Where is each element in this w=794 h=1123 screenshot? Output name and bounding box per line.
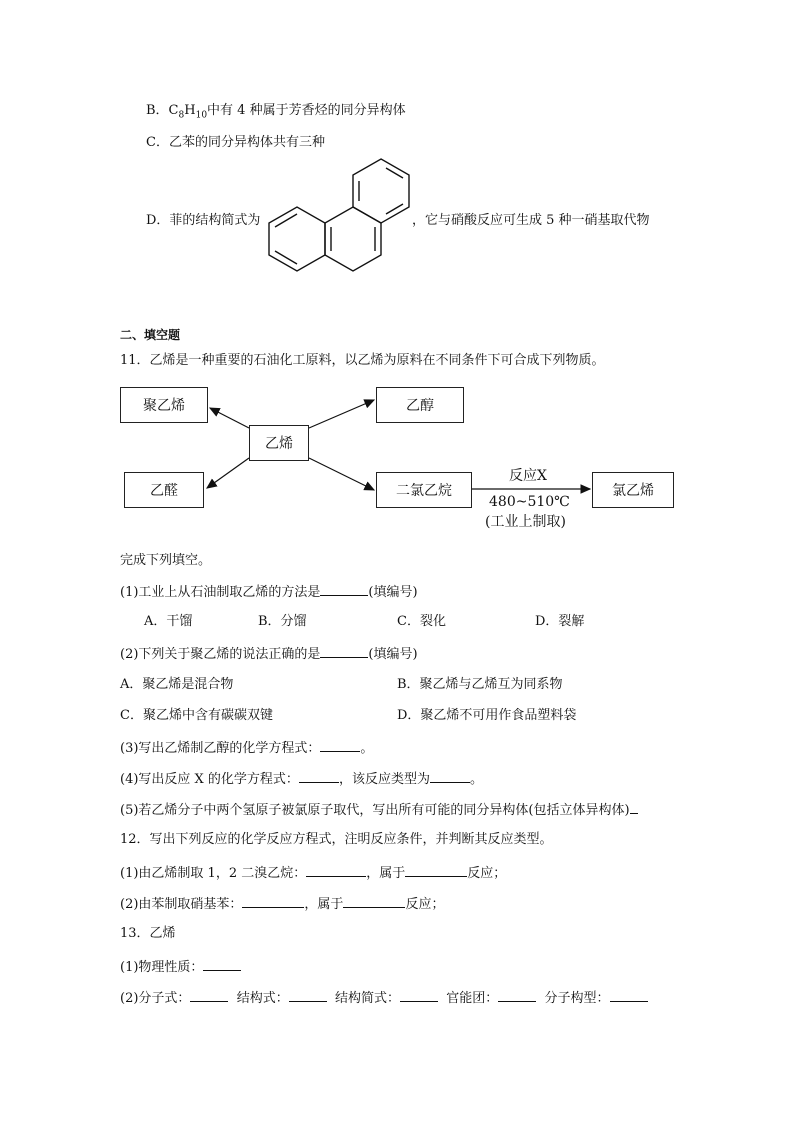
q13-stem: 13．乙烯 xyxy=(120,926,176,941)
q11-p2-opt-b: B．聚乙烯与乙烯互为同系物 xyxy=(397,677,563,692)
q11-stem: 11．乙烯是一种重要的石油化工原料，以乙烯为原料在不同条件下可合成下列物质。 xyxy=(120,353,605,368)
answer-blank[interactable] xyxy=(289,989,327,1002)
q11-part1-suffix: (填编号) xyxy=(368,585,418,600)
q11-part4-mid: ，该反应类型为 xyxy=(338,772,430,787)
arrow-to-ethanol xyxy=(309,400,374,428)
arrow-label-temperature: 480~510℃ xyxy=(489,494,570,510)
answer-blank[interactable] xyxy=(320,583,368,596)
q12-part1 xyxy=(120,864,506,882)
phenanthrene-ring-middle xyxy=(325,207,381,271)
box-acetaldehyde: 乙醛 xyxy=(124,472,204,508)
box-vinyl-chloride: 氯乙烯 xyxy=(592,472,674,508)
answer-blank[interactable] xyxy=(320,645,368,658)
option-b-prefix: B．C xyxy=(146,103,179,118)
arrow-to-polyethylene xyxy=(210,408,249,428)
q11-p2-opt-c: C．聚乙烯中含有碳碳双键 xyxy=(120,708,273,723)
option-d-prefix: D．菲的结构简式为 xyxy=(146,213,261,228)
box-polyethylene: 聚乙烯 xyxy=(120,387,208,423)
q13-molecular-formula-label: (2)分子式： xyxy=(120,991,191,1006)
box-dichloroethane: 二氯乙烷 xyxy=(376,472,472,508)
box-ethylene: 乙烯 xyxy=(249,425,309,461)
industrial-note: (工业上制取) xyxy=(485,514,566,530)
option-c: C．乙苯的同分异构体共有三种 xyxy=(146,135,325,150)
q12-part1-mid: ，属于 xyxy=(366,866,406,881)
q11-p2-opt-d: D．聚乙烯不可用作食品塑料袋 xyxy=(397,708,577,723)
q13-part1 xyxy=(120,958,241,976)
q11-part3-text: (3)写出乙烯制乙醇的化学方程式： xyxy=(120,741,321,756)
q13-molecular-shape-label: 分子构型： xyxy=(544,991,610,1006)
answer-blank[interactable] xyxy=(190,989,228,1002)
q11-part4-text: (4)写出反应 X 的化学方程式： xyxy=(120,772,299,787)
q11-part3-suffix: 。 xyxy=(360,741,374,756)
answer-blank[interactable] xyxy=(430,770,470,783)
q11-part4 xyxy=(120,770,483,788)
q11-part2 xyxy=(120,645,418,663)
answer-blank[interactable] xyxy=(498,989,536,1002)
q11-part5-text: (5)若乙烯分子中两个氢原子被氯原子取代，写出所有可能的同分异构体(包括立体异构体) xyxy=(120,803,630,818)
q11-p1-opt-b: B．分馏 xyxy=(258,614,307,629)
q12-part1-suffix: 反应； xyxy=(467,866,507,881)
answer-blank[interactable] xyxy=(400,989,438,1002)
phenanthrene-ring-left xyxy=(269,207,325,271)
q13-functional-group-label: 官能团： xyxy=(446,991,499,1006)
arrow-to-acetaldehyde xyxy=(207,458,249,488)
q11-part1-text: (1)工业上从石油制取乙烯的方法是 xyxy=(120,585,321,600)
q11-p1-opt-c: C．裂化 xyxy=(397,614,446,629)
answer-blank[interactable] xyxy=(242,895,304,908)
q11-part5 xyxy=(120,801,638,819)
answer-blank[interactable] xyxy=(320,739,360,752)
subscript-8: 8 xyxy=(178,110,185,121)
box-ethanol: 乙醇 xyxy=(376,387,464,423)
arrow-to-dichloroethane xyxy=(309,458,374,490)
q13-part1-text: (1)物理性质： xyxy=(120,960,204,975)
answer-blank[interactable] xyxy=(299,770,339,783)
option-b-text: 中有 4 种属于芳香烃的同分异构体 xyxy=(207,103,406,118)
answer-blank[interactable] xyxy=(405,864,467,877)
q12-part1-text: (1)由乙烯制取 1，2 二溴乙烷： xyxy=(120,866,307,881)
subscript-10: 10 xyxy=(195,110,208,121)
q11-part1 xyxy=(120,583,418,601)
answer-blank[interactable] xyxy=(343,895,405,908)
answer-blank[interactable] xyxy=(630,801,638,814)
q11-part3 xyxy=(120,739,373,757)
phenanthrene-ring-top xyxy=(353,159,409,223)
q11-part4-suffix: 。 xyxy=(469,772,483,787)
q11-part2-text: (2)下列关于聚乙烯的说法正确的是 xyxy=(120,647,321,662)
q13-part2 xyxy=(120,989,648,1007)
q12-part2-mid: ，属于 xyxy=(304,897,344,912)
answer-blank[interactable] xyxy=(203,958,241,971)
option-d-suffix: ，它与硝酸反应可生成 5 种一硝基取代物 xyxy=(412,213,650,228)
q12-part2-suffix: 反应； xyxy=(405,897,445,912)
q11-p1-opt-a: A．干馏 xyxy=(144,614,193,629)
section-title: 二、填空题 xyxy=(120,328,181,342)
answer-blank[interactable] xyxy=(610,989,648,1002)
q12-stem: 12．写出下列反应的化学反应方程式，注明反应条件，并判断其反应类型。 xyxy=(120,832,553,847)
arrow-label-reaction-x: 反应X xyxy=(509,468,547,484)
q13-structural-formula-label: 结构式： xyxy=(236,991,289,1006)
q12-part2 xyxy=(120,895,444,913)
q11-p1-opt-d: D．裂解 xyxy=(535,614,585,629)
option-b xyxy=(146,103,406,124)
answer-blank[interactable] xyxy=(306,864,366,877)
q13-condensed-formula-label: 结构简式： xyxy=(334,991,400,1006)
option-b-h: H xyxy=(184,103,196,118)
instruction: 完成下列填空。 xyxy=(120,553,212,568)
q12-part2-text: (2)由苯制取硝基苯： xyxy=(120,897,243,912)
q11-part2-suffix: (填编号) xyxy=(368,647,418,662)
q11-p2-opt-a: A．聚乙烯是混合物 xyxy=(120,677,234,692)
